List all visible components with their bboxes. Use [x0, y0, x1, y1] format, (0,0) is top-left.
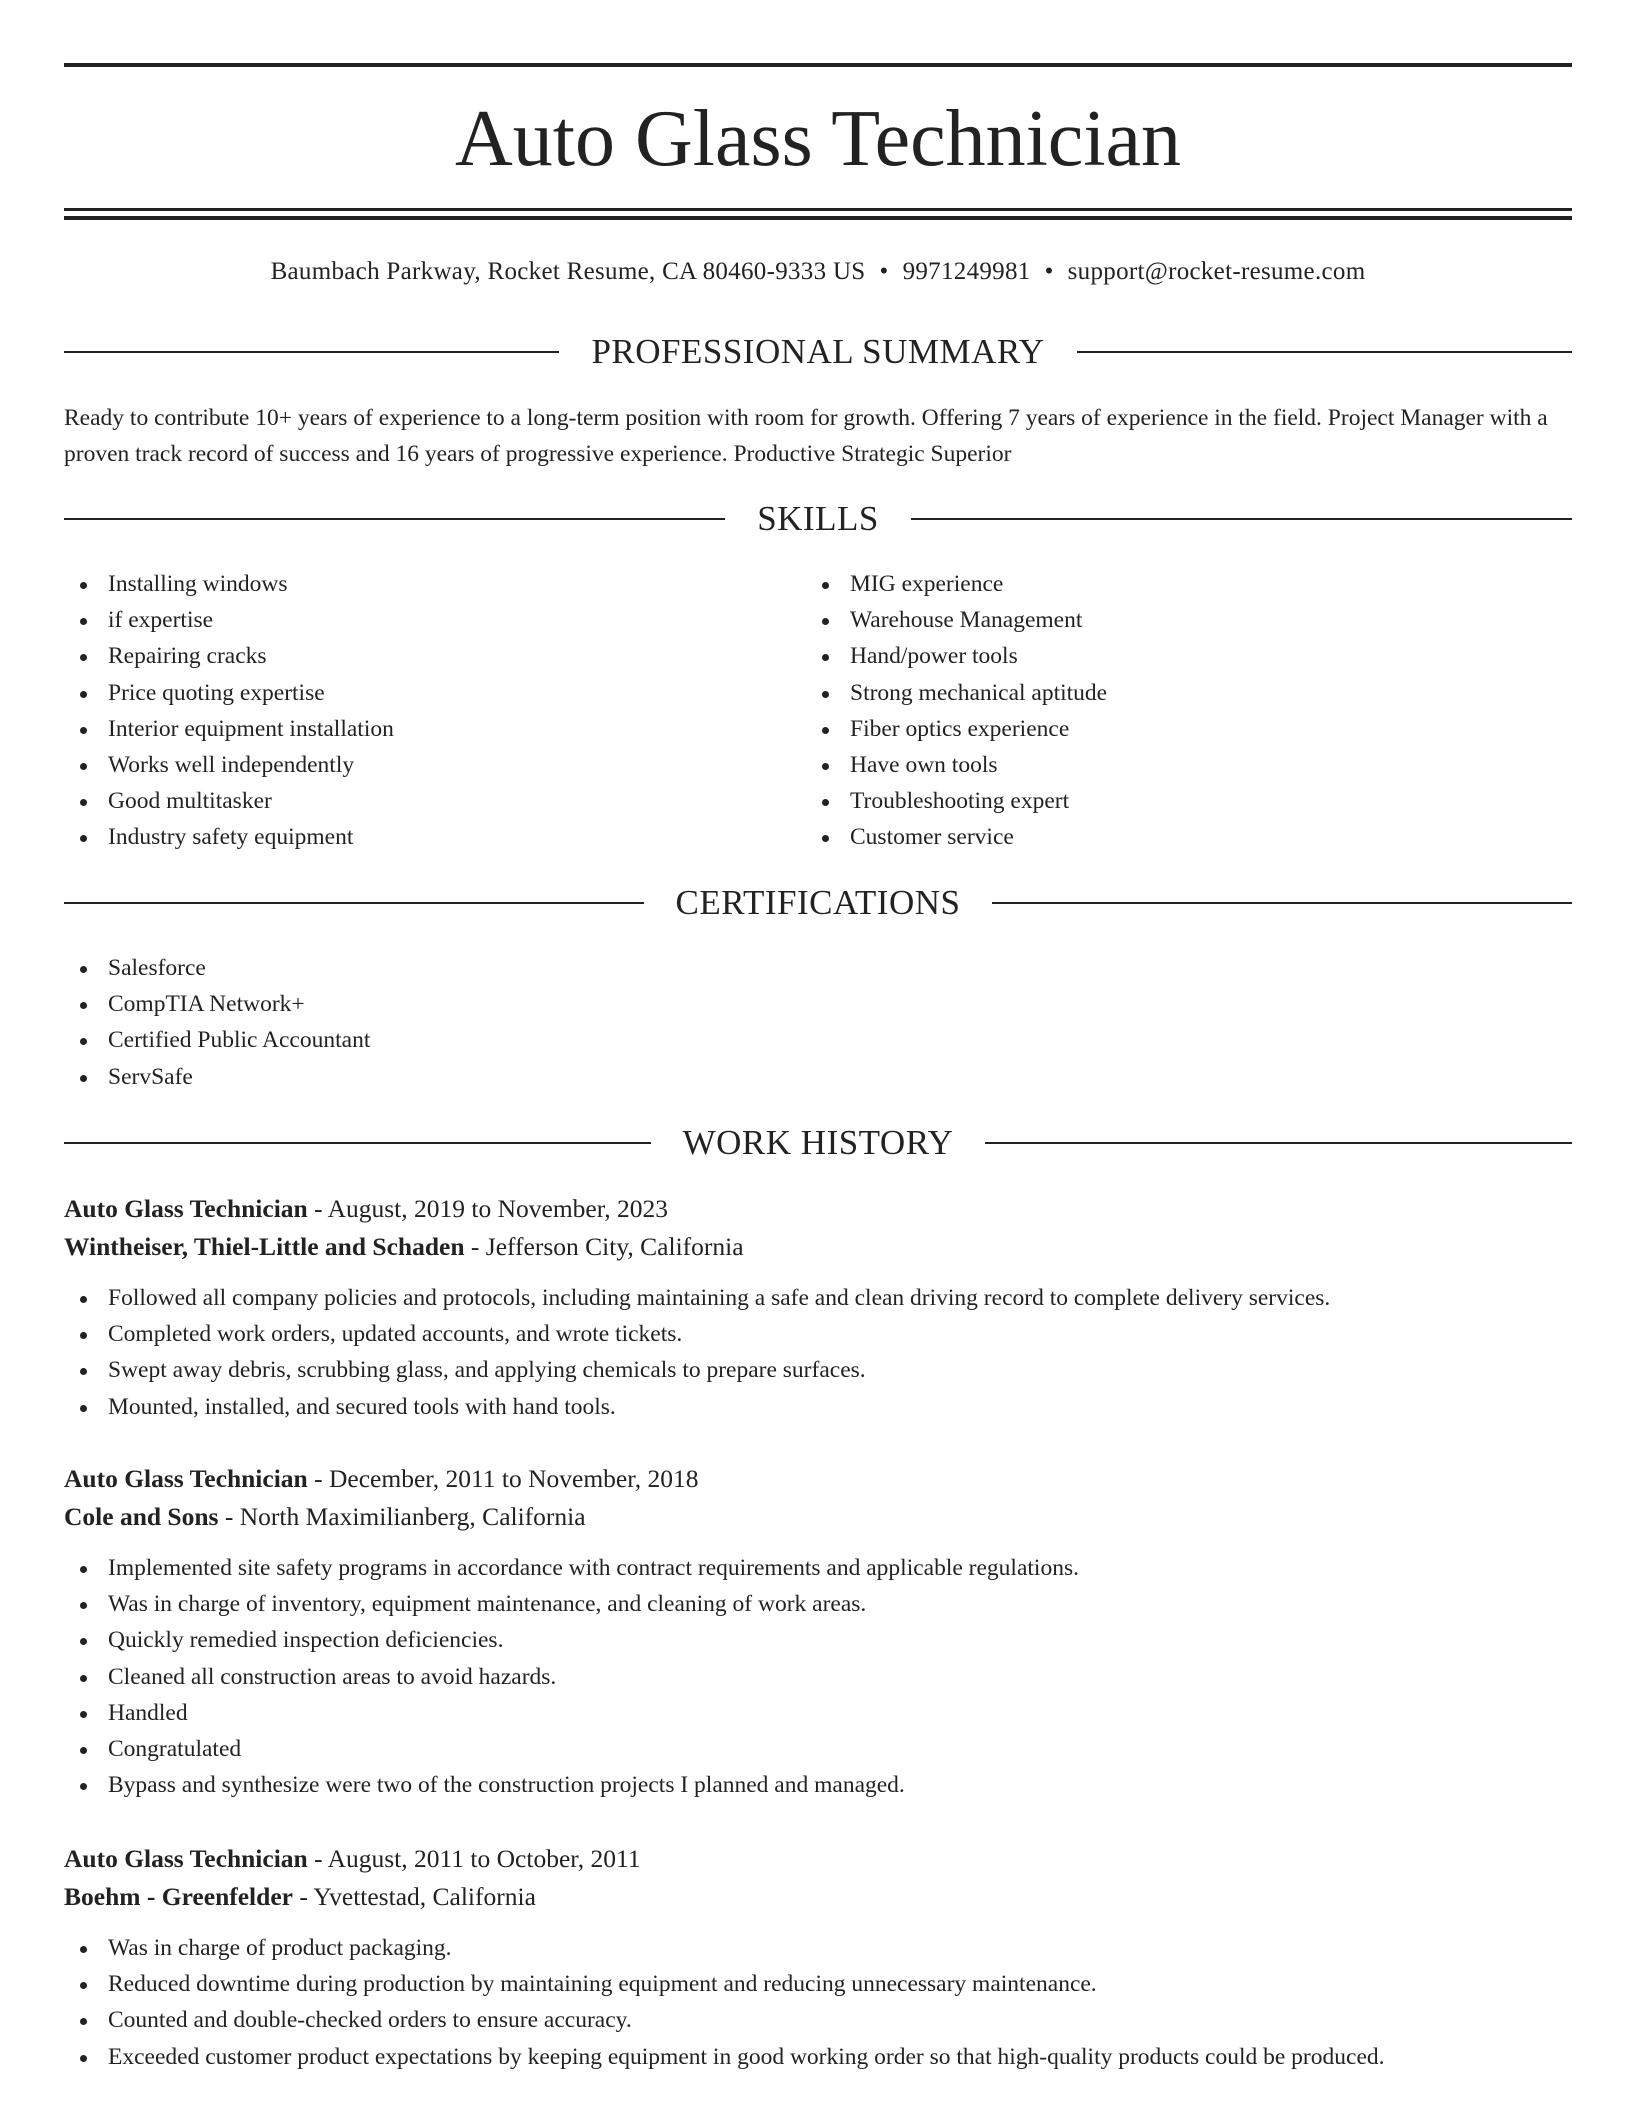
skill-item: Installing windows: [64, 566, 764, 602]
skill-item: Have own tools: [806, 747, 1506, 783]
contact-email: support@rocket-resume.com: [1067, 258, 1366, 285]
job-title: Auto Glass Technician: [64, 1194, 308, 1223]
heading-rule-left: [64, 351, 559, 353]
job-dates: August, 2011 to October, 2011: [327, 1844, 641, 1873]
certification-item: Salesforce: [64, 950, 764, 986]
job-location: North Maximilianberg, California: [239, 1502, 586, 1531]
job-duty: Followed all company policies and protocols, including maintaining a safe and clean driving record to complete delivery services.: [64, 1280, 1572, 1316]
skill-item: MIG experience: [806, 566, 1506, 602]
job-location: Jefferson City, California: [485, 1232, 744, 1261]
skill-item: Strong mechanical aptitude: [806, 675, 1506, 711]
job-location: Yvettestad, California: [313, 1882, 536, 1911]
job-company-line: Cole and Sons - North Maximilianberg, California: [64, 1502, 586, 1531]
work-history-heading-text: WORK HISTORY: [682, 1123, 954, 1162]
job-duties-list: [64, 1930, 1572, 2075]
header-top-rule: [64, 63, 1572, 67]
job-company: Wintheiser, Thiel-Little and Schaden: [64, 1232, 465, 1261]
contact-line: [64, 254, 1572, 290]
skill-item: Troubleshooting expert: [806, 783, 1506, 819]
job-company: Cole and Sons: [64, 1502, 219, 1531]
job-duty: Was in charge of inventory, equipment maintenance, and cleaning of work areas.: [64, 1586, 1572, 1622]
skill-item: Fiber optics experience: [806, 711, 1506, 747]
job-duties-list: [64, 1550, 1572, 1803]
job-duty: Quickly remedied inspection deficiencies.: [64, 1622, 1572, 1658]
contact-separator: •: [1044, 258, 1054, 285]
certifications-heading-text: CERTIFICATIONS: [675, 883, 961, 922]
skills-list-left: [64, 566, 764, 856]
certification-item: Certified Public Accountant: [64, 1022, 764, 1058]
work-history-heading: [64, 1121, 1572, 1165]
certification-item: ServSafe: [64, 1059, 764, 1095]
skills-heading: [64, 497, 1572, 541]
heading-rule-left: [64, 1142, 651, 1144]
skill-item: Good multitasker: [64, 783, 764, 819]
job-duty: Was in charge of product packaging.: [64, 1930, 1572, 1966]
job-title-line: Auto Glass Technician - August, 2011 to October, 2011: [64, 1844, 641, 1873]
heading-rule-left: [64, 518, 725, 520]
skill-item: Interior equipment installation: [64, 711, 764, 747]
job-duty: Bypass and synthesize were two of the construction projects I planned and managed.: [64, 1767, 1572, 1803]
job-entry: [64, 1190, 1572, 1425]
job-duty: Reduced downtime during production by maintaining equipment and reducing unnecessary maintenance.: [64, 1966, 1572, 2002]
contact-phone: 9971249981: [902, 258, 1031, 285]
skill-item: Hand/power tools: [806, 638, 1506, 674]
job-title: Auto Glass Technician: [64, 1464, 308, 1493]
certification-item: CompTIA Network+: [64, 986, 764, 1022]
contact-address: Baumbach Parkway, Rocket Resume, CA 80460-9333 US: [270, 258, 866, 285]
skills-heading-text: SKILLS: [757, 499, 879, 538]
job-company-line: Wintheiser, Thiel-Little and Schaden - Jefferson City, California: [64, 1232, 744, 1261]
skills-list-right: [806, 566, 1506, 856]
job-duty: Handled: [64, 1695, 1572, 1731]
skill-item: Works well independently: [64, 747, 764, 783]
job-duty: Completed work orders, updated accounts, and wrote tickets.: [64, 1316, 1572, 1352]
job-company: Boehm - Greenfelder: [64, 1882, 293, 1911]
skill-item: Customer service: [806, 819, 1506, 855]
job-dates: August, 2019 to November, 2023: [327, 1194, 668, 1223]
summary-heading: [64, 330, 1572, 374]
job-entry: [64, 1460, 1572, 1803]
skill-item: Industry safety equipment: [64, 819, 764, 855]
resume-title: Auto Glass Technician: [454, 95, 1182, 183]
skill-item: Price quoting expertise: [64, 675, 764, 711]
job-duty: Swept away debris, scrubbing glass, and applying chemicals to prepare surfaces.: [64, 1352, 1572, 1388]
heading-rule-left: [64, 902, 644, 904]
job-title-line: Auto Glass Technician - December, 2011 to November, 2018: [64, 1464, 699, 1493]
job-duty: Mounted, installed, and secured tools with hand tools.: [64, 1389, 1572, 1425]
job-title: Auto Glass Technician: [64, 1844, 308, 1873]
heading-rule-right: [985, 1142, 1572, 1144]
heading-rule-right: [1077, 351, 1572, 353]
skill-item: Repairing cracks: [64, 638, 764, 674]
certifications-heading: [64, 881, 1572, 925]
summary-text: Ready to contribute 10+ years of experience to a long-term position with room for growth. Offering 7 years of experience in the field. Project Manager with a proven track record of success and 16 years of progressive experience. Productive Strategic Superior: [64, 405, 1548, 467]
job-duty: Exceeded customer product expectations by keeping equipment in good working order so that high-quality products could be produced.: [64, 2039, 1572, 2075]
heading-rule-right: [992, 902, 1572, 904]
job-duties-list: [64, 1280, 1572, 1425]
summary-heading-text: PROFESSIONAL SUMMARY: [591, 332, 1045, 371]
job-duty: Implemented site safety programs in accordance with contract requirements and applicable regulations.: [64, 1550, 1572, 1586]
contact-separator: •: [879, 258, 889, 285]
header-double-rule-lower: [64, 216, 1572, 220]
job-entry: [64, 1840, 1572, 2075]
job-title-line: Auto Glass Technician - August, 2019 to November, 2023: [64, 1194, 668, 1223]
job-dates: December, 2011 to November, 2018: [328, 1464, 699, 1493]
skill-item: Warehouse Management: [806, 602, 1506, 638]
heading-rule-right: [911, 518, 1572, 520]
job-duty: Counted and double-checked orders to ensure accuracy.: [64, 2002, 1572, 2038]
job-duty: Congratulated: [64, 1731, 1572, 1767]
header-double-rule-upper: [64, 208, 1572, 211]
certifications-list: [64, 950, 764, 1095]
skill-item: if expertise: [64, 602, 764, 638]
job-company-line: Boehm - Greenfelder - Yvettestad, California: [64, 1882, 536, 1911]
job-duty: Cleaned all construction areas to avoid hazards.: [64, 1659, 1572, 1695]
